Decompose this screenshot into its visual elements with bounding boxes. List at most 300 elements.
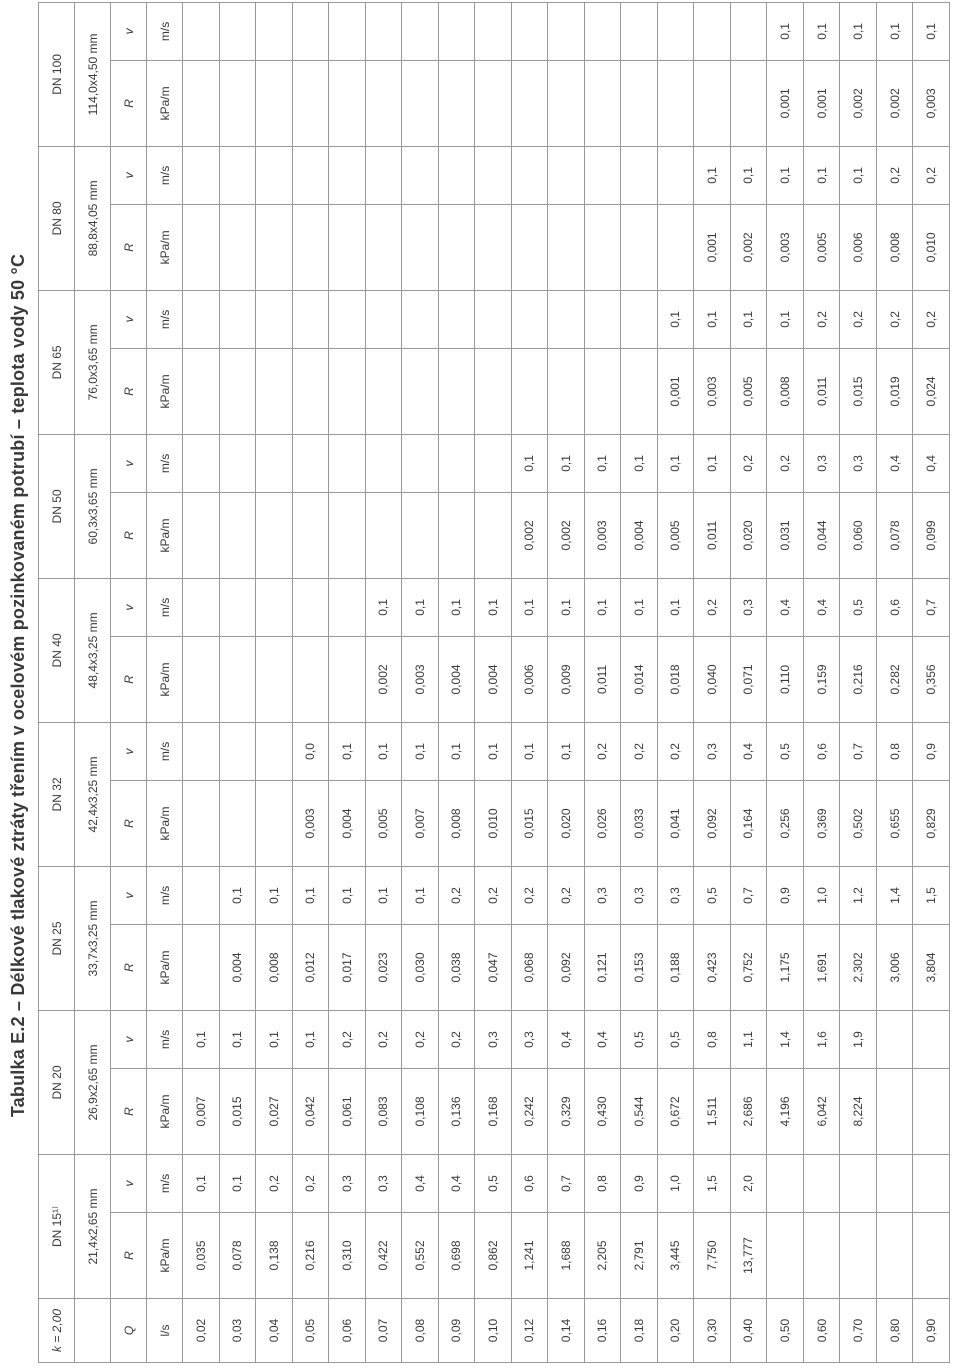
- pressure-loss-r-cell: [548, 60, 585, 146]
- pressure-loss-r-cell: 0,011: [694, 492, 731, 578]
- velocity-v-cell: 0,3: [511, 1010, 548, 1068]
- pressure-loss-r-cell: 0,005: [365, 780, 402, 866]
- velocity-v-cell: [511, 2, 548, 60]
- pressure-loss-r-cell: [621, 60, 658, 146]
- velocity-v-cell: 0,2: [657, 722, 694, 780]
- velocity-v-cell: 0,4: [876, 434, 913, 492]
- velocity-v-cell: 0,1: [402, 578, 439, 636]
- velocity-v-cell: [292, 2, 329, 60]
- table-title: Tabulka E.2 – Délkové tlakové ztráty třením v ocelovém pozinkovaném potrubí – teplota vody 50 °C: [8, 253, 28, 1118]
- pressure-loss-r-cell: [621, 348, 658, 434]
- velocity-v-cell: 0,4: [730, 722, 767, 780]
- pressure-loss-r-cell: 0,041: [657, 780, 694, 866]
- velocity-v-cell: [292, 578, 329, 636]
- v-unit-header: m/s: [147, 434, 183, 492]
- velocity-v-cell: 0,1: [329, 866, 366, 924]
- velocity-v-cell: 0,2: [876, 146, 913, 204]
- pressure-loss-r-cell: [219, 780, 256, 866]
- velocity-v-cell: 0,1: [548, 722, 585, 780]
- pressure-loss-r-cell: 0,329: [548, 1069, 585, 1155]
- velocity-v-cell: [803, 1155, 840, 1213]
- velocity-v-cell: 0,4: [767, 578, 804, 636]
- velocity-v-cell: 1,5: [694, 1155, 731, 1213]
- velocity-v-cell: [657, 146, 694, 204]
- pressure-loss-r-cell: 0,862: [475, 1213, 512, 1299]
- pressure-loss-r-cell: 0,002: [730, 204, 767, 290]
- pressure-loss-r-cell: 0,099: [913, 492, 950, 578]
- pressure-loss-r-cell: 0,003: [767, 204, 804, 290]
- v-symbol-header: v: [111, 2, 147, 60]
- table-row: [694, 2, 731, 1362]
- velocity-v-cell: 0,1: [767, 146, 804, 204]
- velocity-v-cell: [621, 146, 658, 204]
- velocity-v-cell: [876, 1155, 913, 1213]
- pressure-loss-r-cell: [256, 780, 293, 866]
- pressure-loss-r-cell: [365, 348, 402, 434]
- velocity-v-cell: [256, 722, 293, 780]
- velocity-v-cell: [365, 146, 402, 204]
- velocity-v-cell: 0,1: [511, 722, 548, 780]
- pressure-loss-r-cell: 0,001: [803, 60, 840, 146]
- velocity-v-cell: 1,5: [913, 866, 950, 924]
- velocity-v-cell: 0,9: [913, 722, 950, 780]
- velocity-v-cell: 0,5: [475, 1155, 512, 1213]
- pressure-loss-r-cell: 0,004: [329, 780, 366, 866]
- v-unit-header: m/s: [147, 146, 183, 204]
- pressure-loss-r-cell: 0,552: [402, 1213, 439, 1299]
- velocity-v-cell: [183, 2, 220, 60]
- r-unit-header: kPa/m: [147, 636, 183, 722]
- pressure-loss-r-cell: [183, 348, 220, 434]
- r-symbol-header: R: [111, 1069, 147, 1155]
- pressure-loss-r-cell: 2,205: [584, 1213, 621, 1299]
- pressure-loss-r-cell: 0,423: [694, 924, 731, 1010]
- velocity-v-cell: 0,2: [511, 866, 548, 924]
- velocity-v-cell: 0,1: [767, 290, 804, 348]
- pressure-loss-r-cell: [402, 348, 439, 434]
- velocity-v-cell: 0,2: [256, 1155, 293, 1213]
- pressure-loss-r-cell: [292, 348, 329, 434]
- velocity-v-cell: [475, 290, 512, 348]
- v-symbol-header: v: [111, 1010, 147, 1068]
- velocity-v-cell: 0,2: [402, 1010, 439, 1068]
- velocity-v-cell: [365, 290, 402, 348]
- pressure-loss-r-cell: [329, 492, 366, 578]
- velocity-v-cell: 0,1: [292, 866, 329, 924]
- pressure-loss-r-cell: 0,829: [913, 780, 950, 866]
- velocity-v-cell: 0,0: [292, 722, 329, 780]
- flow-q-cell: 0,18: [621, 1299, 658, 1363]
- pressure-loss-r-cell: [183, 780, 220, 866]
- pressure-loss-r-cell: 0,655: [876, 780, 913, 866]
- flow-q-cell: 0,14: [548, 1299, 585, 1363]
- flow-q-cell: 0,80: [876, 1299, 913, 1363]
- velocity-v-cell: 0,1: [803, 2, 840, 60]
- pressure-loss-r-cell: [913, 1069, 950, 1155]
- velocity-v-cell: 1,0: [803, 866, 840, 924]
- pressure-loss-r-cell: 13,777: [730, 1213, 767, 1299]
- velocity-v-cell: 2,0: [730, 1155, 767, 1213]
- r-symbol-header: R: [111, 204, 147, 290]
- velocity-v-cell: [438, 2, 475, 60]
- pressure-loss-r-cell: [475, 492, 512, 578]
- table-row: [767, 2, 804, 1362]
- pressure-loss-r-cell: 0,024: [913, 348, 950, 434]
- pressure-loss-r-cell: 0,038: [438, 924, 475, 1010]
- flow-q-cell: 0,30: [694, 1299, 731, 1363]
- pressure-loss-r-cell: 0,083: [365, 1069, 402, 1155]
- pressure-loss-r-cell: 0,026: [584, 780, 621, 866]
- velocity-v-cell: 0,1: [657, 578, 694, 636]
- pipe-size-header: 88,8x4,05 mm: [75, 146, 111, 290]
- velocity-v-cell: [511, 290, 548, 348]
- velocity-v-cell: 0,4: [913, 434, 950, 492]
- velocity-v-cell: 0,9: [767, 866, 804, 924]
- pressure-loss-r-cell: 0,027: [256, 1069, 293, 1155]
- pressure-loss-r-cell: 1,691: [803, 924, 840, 1010]
- velocity-v-cell: 0,3: [730, 578, 767, 636]
- velocity-v-cell: 0,4: [584, 1010, 621, 1068]
- pressure-loss-r-cell: 0,136: [438, 1069, 475, 1155]
- pressure-loss-r-cell: [876, 1069, 913, 1155]
- pressure-loss-r-cell: [292, 60, 329, 146]
- velocity-v-cell: 0,4: [803, 578, 840, 636]
- velocity-v-cell: 0,1: [876, 2, 913, 60]
- velocity-v-cell: 0,1: [548, 578, 585, 636]
- pressure-loss-r-cell: 0,138: [256, 1213, 293, 1299]
- pressure-loss-r-cell: 0,008: [438, 780, 475, 866]
- header-row-size: [75, 2, 111, 1362]
- pressure-loss-r-cell: 0,242: [511, 1069, 548, 1155]
- velocity-v-cell: [219, 434, 256, 492]
- velocity-v-cell: 0,4: [402, 1155, 439, 1213]
- velocity-v-cell: 1,2: [840, 866, 877, 924]
- flow-q-cell: 0,03: [219, 1299, 256, 1363]
- pressure-loss-r-cell: 0,108: [402, 1069, 439, 1155]
- velocity-v-cell: 0,3: [840, 434, 877, 492]
- flow-q-cell: 0,07: [365, 1299, 402, 1363]
- pipe-size-header: 114,0x4,50 mm: [75, 2, 111, 146]
- pressure-loss-r-cell: [256, 204, 293, 290]
- velocity-v-cell: [402, 2, 439, 60]
- pressure-loss-r-cell: 0,002: [548, 492, 585, 578]
- pressure-loss-r-cell: [584, 60, 621, 146]
- pressure-loss-r-cell: [256, 492, 293, 578]
- velocity-v-cell: 1,4: [767, 1010, 804, 1068]
- pressure-loss-r-cell: 0,042: [292, 1069, 329, 1155]
- pressure-loss-r-cell: [402, 492, 439, 578]
- pressure-loss-r-cell: [183, 636, 220, 722]
- pressure-loss-r-cell: 0,502: [840, 780, 877, 866]
- velocity-v-cell: 0,3: [475, 1010, 512, 1068]
- pressure-loss-r-cell: [365, 492, 402, 578]
- pressure-loss-r-cell: 0,008: [767, 348, 804, 434]
- pressure-loss-r-cell: [548, 204, 585, 290]
- pressure-loss-r-cell: 0,168: [475, 1069, 512, 1155]
- v-unit-header: m/s: [147, 722, 183, 780]
- velocity-v-cell: [511, 146, 548, 204]
- pressure-loss-r-cell: [840, 1213, 877, 1299]
- v-symbol-header: v: [111, 866, 147, 924]
- pressure-loss-r-cell: 2,686: [730, 1069, 767, 1155]
- velocity-v-cell: 0,1: [402, 866, 439, 924]
- r-symbol-header: R: [111, 60, 147, 146]
- velocity-v-cell: 0,1: [511, 434, 548, 492]
- velocity-v-cell: [219, 290, 256, 348]
- velocity-v-cell: 0,7: [840, 722, 877, 780]
- velocity-v-cell: 0,1: [511, 578, 548, 636]
- pressure-loss-r-cell: [292, 636, 329, 722]
- velocity-v-cell: 0,1: [730, 146, 767, 204]
- velocity-v-cell: 0,1: [840, 2, 877, 60]
- r-symbol-header: R: [111, 924, 147, 1010]
- pressure-loss-r-cell: 0,040: [694, 636, 731, 722]
- pressure-loss-r-cell: [219, 636, 256, 722]
- velocity-v-cell: [730, 2, 767, 60]
- velocity-v-cell: [292, 146, 329, 204]
- velocity-v-cell: [584, 2, 621, 60]
- velocity-v-cell: 0,4: [548, 1010, 585, 1068]
- pressure-loss-r-cell: [475, 348, 512, 434]
- r-unit-header: kPa/m: [147, 1213, 183, 1299]
- velocity-v-cell: [584, 146, 621, 204]
- pressure-loss-r-cell: 0,071: [730, 636, 767, 722]
- velocity-v-cell: [402, 290, 439, 348]
- pressure-loss-r-cell: 0,121: [584, 924, 621, 1010]
- velocity-v-cell: 0,1: [657, 434, 694, 492]
- v-unit-header: m/s: [147, 1155, 183, 1213]
- pressure-loss-r-cell: [438, 204, 475, 290]
- table-row: [730, 2, 767, 1362]
- velocity-v-cell: [876, 1010, 913, 1068]
- velocity-v-cell: [548, 2, 585, 60]
- velocity-v-cell: 0,1: [219, 866, 256, 924]
- pressure-loss-r-cell: 0,031: [767, 492, 804, 578]
- pressure-loss-r-cell: 8,224: [840, 1069, 877, 1155]
- pressure-loss-r-cell: 0,164: [730, 780, 767, 866]
- pressure-loss-r-cell: [183, 924, 220, 1010]
- pressure-loss-r-cell: [256, 60, 293, 146]
- flow-q-cell: 0,12: [511, 1299, 548, 1363]
- velocity-v-cell: [767, 1155, 804, 1213]
- velocity-v-cell: [292, 434, 329, 492]
- velocity-v-cell: 0,1: [365, 866, 402, 924]
- table-row: [621, 2, 658, 1362]
- pressure-loss-r-cell: [256, 636, 293, 722]
- pressure-loss-r-cell: [292, 204, 329, 290]
- pipe-size-header: 60,3x3,65 mm: [75, 434, 111, 578]
- velocity-v-cell: [621, 2, 658, 60]
- pressure-loss-r-cell: 0,004: [438, 636, 475, 722]
- velocity-v-cell: 0,1: [292, 1010, 329, 1068]
- pipe-size-header: 76,0x3,65 mm: [75, 290, 111, 434]
- velocity-v-cell: 1,1: [730, 1010, 767, 1068]
- pressure-loss-r-cell: 0,369: [803, 780, 840, 866]
- velocity-v-cell: 0,3: [657, 866, 694, 924]
- v-symbol-header: v: [111, 290, 147, 348]
- v-symbol-header: v: [111, 578, 147, 636]
- velocity-v-cell: 0,2: [438, 1010, 475, 1068]
- pressure-loss-r-cell: [475, 60, 512, 146]
- velocity-v-cell: 0,1: [767, 2, 804, 60]
- velocity-v-cell: [183, 578, 220, 636]
- pressure-loss-r-cell: 0,356: [913, 636, 950, 722]
- r-unit-header: kPa/m: [147, 60, 183, 146]
- table-row: [913, 2, 950, 1362]
- velocity-v-cell: [219, 722, 256, 780]
- flow-q-cell: 0,05: [292, 1299, 329, 1363]
- pressure-loss-r-cell: 0,003: [402, 636, 439, 722]
- pressure-loss-r-cell: [329, 348, 366, 434]
- pressure-loss-r-cell: 2,302: [840, 924, 877, 1010]
- velocity-v-cell: 0,1: [402, 722, 439, 780]
- pressure-loss-r-cell: 0,092: [694, 780, 731, 866]
- table-row: [438, 2, 475, 1362]
- r-unit-header: kPa/m: [147, 492, 183, 578]
- pressure-loss-r-cell: 0,011: [584, 636, 621, 722]
- pipe-dn-header: DN 100: [39, 2, 75, 146]
- pressure-loss-r-cell: 0,153: [621, 924, 658, 1010]
- velocity-v-cell: [475, 146, 512, 204]
- v-unit-header: m/s: [147, 290, 183, 348]
- pipe-dn-header: DN 32: [39, 722, 75, 866]
- pressure-loss-r-cell: 0,422: [365, 1213, 402, 1299]
- pressure-loss-r-cell: [584, 204, 621, 290]
- table-row: [511, 2, 548, 1362]
- velocity-v-cell: 0,9: [621, 1155, 658, 1213]
- pressure-loss-r-cell: 0,672: [657, 1069, 694, 1155]
- velocity-v-cell: [256, 2, 293, 60]
- velocity-v-cell: 0,5: [657, 1010, 694, 1068]
- pressure-loss-r-cell: 0,009: [548, 636, 585, 722]
- r-unit-header: kPa/m: [147, 924, 183, 1010]
- velocity-v-cell: 1,6: [803, 1010, 840, 1068]
- pressure-loss-table: [38, 2, 950, 1363]
- r-unit-header: kPa/m: [147, 780, 183, 866]
- pressure-loss-r-cell: 0,017: [329, 924, 366, 1010]
- pressure-loss-r-cell: 0,068: [511, 924, 548, 1010]
- velocity-v-cell: 0,2: [840, 290, 877, 348]
- velocity-v-cell: 0,1: [694, 434, 731, 492]
- velocity-v-cell: [329, 2, 366, 60]
- flow-q-cell: 0,06: [329, 1299, 366, 1363]
- pressure-loss-r-cell: 3,445: [657, 1213, 694, 1299]
- velocity-v-cell: 0,1: [329, 722, 366, 780]
- velocity-v-cell: [402, 146, 439, 204]
- pressure-loss-r-cell: [329, 204, 366, 290]
- flow-q-cell: 0,04: [256, 1299, 293, 1363]
- pressure-loss-r-cell: 0,001: [657, 348, 694, 434]
- flow-q-cell: 0,50: [767, 1299, 804, 1363]
- velocity-v-cell: 0,8: [584, 1155, 621, 1213]
- velocity-v-cell: 0,1: [548, 434, 585, 492]
- velocity-v-cell: 0,2: [438, 866, 475, 924]
- pressure-loss-r-cell: [876, 1213, 913, 1299]
- velocity-v-cell: 1,0: [657, 1155, 694, 1213]
- v-symbol-header: v: [111, 434, 147, 492]
- velocity-v-cell: [256, 434, 293, 492]
- velocity-v-cell: 1,4: [876, 866, 913, 924]
- velocity-v-cell: [548, 290, 585, 348]
- velocity-v-cell: [329, 290, 366, 348]
- pressure-loss-r-cell: 0,003: [694, 348, 731, 434]
- velocity-v-cell: 0,1: [438, 578, 475, 636]
- velocity-v-cell: [183, 866, 220, 924]
- pressure-loss-r-cell: 0,698: [438, 1213, 475, 1299]
- velocity-v-cell: 0,3: [584, 866, 621, 924]
- table-row: [548, 2, 585, 1362]
- velocity-v-cell: 0,7: [548, 1155, 585, 1213]
- r-unit-header: kPa/m: [147, 204, 183, 290]
- pressure-loss-r-cell: 0,216: [292, 1213, 329, 1299]
- flow-q-cell: 0,09: [438, 1299, 475, 1363]
- pressure-loss-r-cell: [183, 60, 220, 146]
- pressure-loss-r-cell: [183, 204, 220, 290]
- pressure-loss-r-cell: 0,008: [256, 924, 293, 1010]
- r-unit-header: kPa/m: [147, 1069, 183, 1155]
- pressure-loss-r-cell: 0,018: [657, 636, 694, 722]
- pressure-loss-r-cell: 0,015: [511, 780, 548, 866]
- velocity-v-cell: [183, 434, 220, 492]
- pipe-dn-header: DN 50: [39, 434, 75, 578]
- pressure-loss-r-cell: 0,004: [219, 924, 256, 1010]
- flow-q-cell: 0,08: [402, 1299, 439, 1363]
- velocity-v-cell: [475, 2, 512, 60]
- table-row: [876, 2, 913, 1362]
- flow-q-cell: 0,70: [840, 1299, 877, 1363]
- velocity-v-cell: 0,5: [840, 578, 877, 636]
- pressure-loss-r-cell: 0,002: [511, 492, 548, 578]
- header-row-units: [147, 2, 183, 1362]
- pressure-loss-r-cell: 0,002: [365, 636, 402, 722]
- pressure-loss-r-cell: 0,078: [219, 1213, 256, 1299]
- pressure-loss-r-cell: 0,044: [803, 492, 840, 578]
- velocity-v-cell: 0,2: [329, 1010, 366, 1068]
- r-symbol-header: R: [111, 492, 147, 578]
- pressure-loss-r-cell: [657, 60, 694, 146]
- velocity-v-cell: 0,8: [694, 1010, 731, 1068]
- velocity-v-cell: 0,1: [584, 578, 621, 636]
- pressure-loss-r-cell: [219, 348, 256, 434]
- velocity-v-cell: 0,6: [876, 578, 913, 636]
- velocity-v-cell: 0,1: [840, 146, 877, 204]
- pressure-loss-r-cell: 0,002: [840, 60, 877, 146]
- pipe-dn-header: DN 65: [39, 290, 75, 434]
- velocity-v-cell: 0,1: [803, 146, 840, 204]
- flow-q-cell: 0,90: [913, 1299, 950, 1363]
- pressure-loss-r-cell: [913, 1213, 950, 1299]
- v-symbol-header: v: [111, 146, 147, 204]
- velocity-v-cell: 0,3: [694, 722, 731, 780]
- pressure-loss-r-cell: 0,110: [767, 636, 804, 722]
- pressure-loss-r-cell: [767, 1213, 804, 1299]
- velocity-v-cell: 0,1: [913, 2, 950, 60]
- v-unit-header: m/s: [147, 1010, 183, 1068]
- pressure-loss-r-cell: 1,175: [767, 924, 804, 1010]
- velocity-v-cell: [840, 1155, 877, 1213]
- velocity-v-cell: 0,1: [621, 434, 658, 492]
- pressure-loss-r-cell: 0,007: [183, 1069, 220, 1155]
- pressure-loss-r-cell: 0,001: [767, 60, 804, 146]
- pipe-size-header: 42,4x3,25 mm: [75, 722, 111, 866]
- r-symbol-header: R: [111, 1213, 147, 1299]
- velocity-v-cell: 0,6: [511, 1155, 548, 1213]
- pressure-loss-r-cell: [694, 60, 731, 146]
- pressure-loss-r-cell: [402, 60, 439, 146]
- velocity-v-cell: [475, 434, 512, 492]
- pressure-loss-r-cell: 0,092: [548, 924, 585, 1010]
- flow-q-cell: 0,40: [730, 1299, 767, 1363]
